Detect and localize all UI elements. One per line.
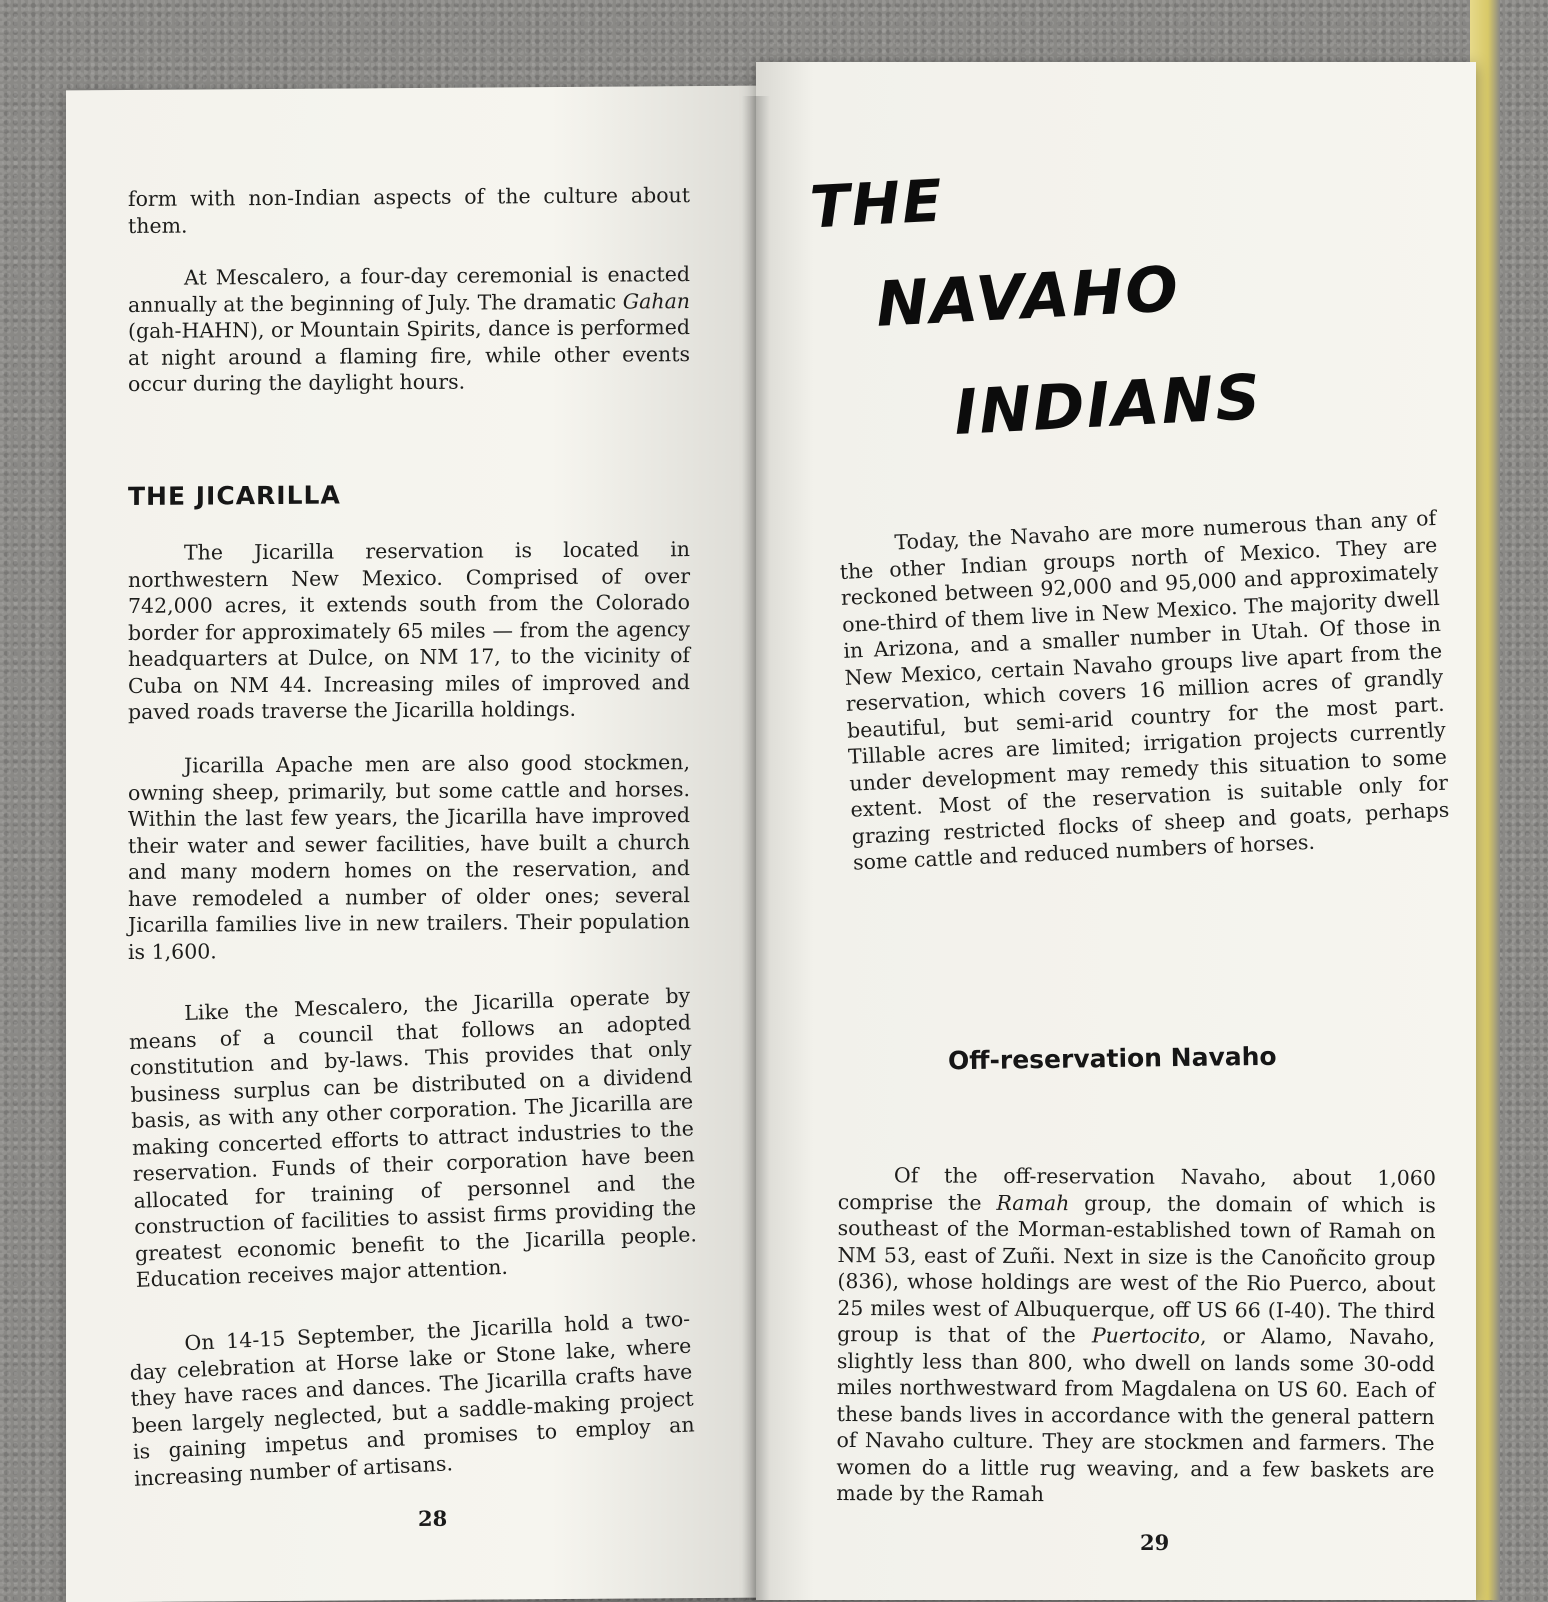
paragraph-jicarilla-council: Like the Mescalero, the Jicarilla operate by means of a council that follows an adopted constitution and by-laws. This provides that only business surplus can be distributed on a dividend basis, as with any other corporation. The Jicarilla are making concerted efforts to attract industries to the reservation. Funds of their corporation have been allocated for training of personnel and the construction of facilities to assist firms providing the greatest economic benefit to the Jicarilla people. Education receives major attention.: [128, 983, 698, 1292]
title-line-the: THE: [808, 166, 946, 242]
paragraph-jicarilla-location: The Jicarilla reservation is located in northwestern New Mexico. Comprised of over 742,000 acres, it extends south from the Colorado border for approximately 65 miles — from the agency headquarters at Dulce, on NM 17, to the vicinity of Cuba on NM 44. Increasing miles of improved and paved roads traverse the Jicarilla holdings.: [128, 537, 690, 724]
title-line-navaho: NAVAHO: [874, 252, 1182, 341]
puertocito-term: Puertocito: [1091, 1323, 1201, 1348]
section-heading-jicarilla: THE JICARILLA: [128, 480, 341, 511]
section-heading-off-reservation: Off-reservation Navaho: [947, 1041, 1277, 1076]
paragraph-continued: form with non-Indian aspects of the culture about them.: [128, 183, 690, 238]
ramah-term: Ramah: [996, 1190, 1070, 1215]
title-line-indians: INDIANS: [952, 359, 1264, 450]
gahan-term: Gahan: [622, 288, 690, 314]
paragraph-jicarilla-stockmen: Jicarilla Apache men are also good stockmen, owning sheep, primarily, but some cattle and horses. Within the last few years, the Jicarilla have improved their water and sewer facilities, have built a church and many modern homes on the reservation, and have remodeled a number of older ones; several Jicarilla families live in new trailers. Their population is 1,600.: [128, 750, 690, 964]
page-number-right: 29: [1140, 1530, 1170, 1555]
paragraph-mescalero: At Mescalero, a four-day ceremonial is enacted annually at the beginning of July. The dramatic Gahan (gah-HAHN), or Mountain Spirits, dance is performed at night around a flaming fire, while other events occur during the daylight hours.: [128, 262, 690, 396]
book-gutter: [742, 96, 770, 1600]
paragraph-jicarilla-celebration: On 14-15 September, the Jicarilla hold a two-day celebration at Horse lake or Stone lake, where they have races and dances. The Jicarilla crafts have been largely neglected, but a saddle-making project is gaining impetus and promises to employ an increasing number of artisans.: [129, 1306, 695, 1491]
page-number-left: 28: [418, 1505, 448, 1531]
paragraph-navaho-intro: Today, the Navaho are more numerous than any of the other Indian groups north of Mexico. They are reckoned between 92,000 and 95,000 and approximately one-third of them live in New Mexico. The majority dwell in Arizona, and a smaller number in Utah. Of those in New Mexico, certain Navaho groups live apart from the reservation, which covers 16 million acres of grandly beautiful, but semi-arid country for the most part. Tillable acres are limited; irrigation projects currently under development may remedy this situation to some extent. Most of the reservation is suitable only for grazing restricted flocks of sheep and goats, perhaps some cattle and reduced numbers of horses.: [839, 505, 1450, 875]
left-page: [66, 86, 760, 1602]
paragraph-off-reservation: Of the off-reservation Navaho, about 1,060 comprise the Ramah group, the domain of which is southeast of the Morman-established town of Ramah on NM 53, east of Zuñi. Next in size is the Canoñcito group (836), whose holdings are west of the Rio Puerco, about 25 miles west of Albuquerque, off US 66 (I-40). The third group is that of the Puertocito, or Alamo, Navaho, slightly less than 800, who dwell on lands some 30-odd miles northwestward from Magdalena on US 60. Each of these bands lives in accordance with the general pattern of Navaho culture. They are stockmen and farmers. The women do a little rug weaving, and a few baskets are made by the Ramah: [836, 1163, 1436, 1507]
